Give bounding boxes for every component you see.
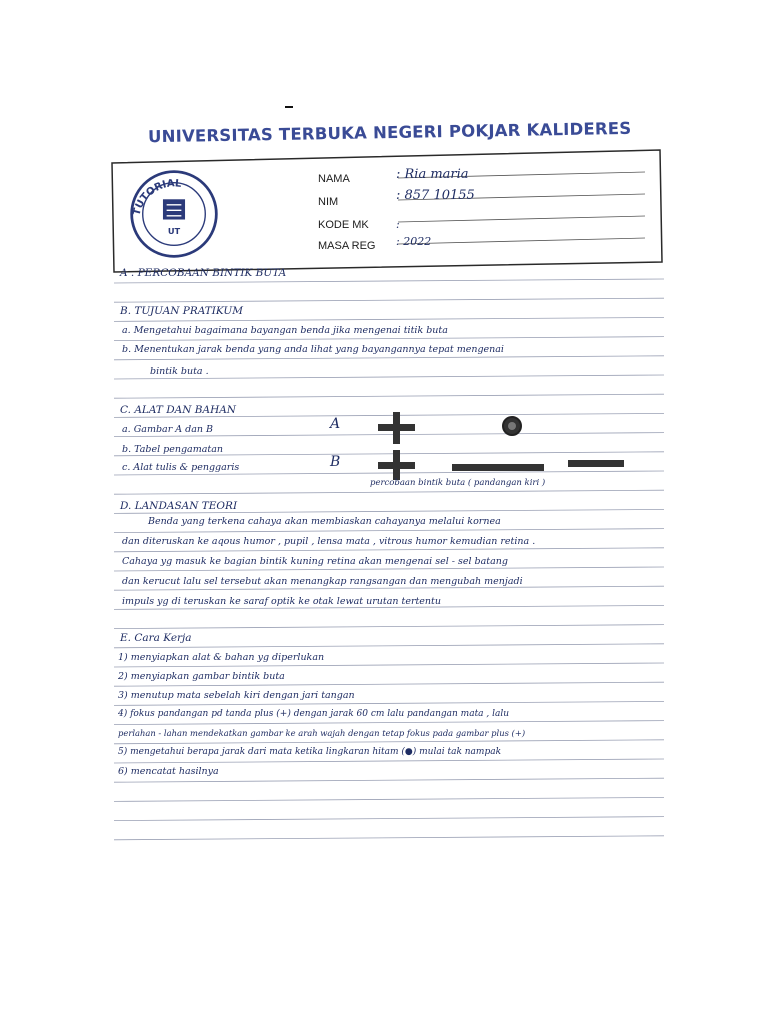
kode-mk-value: :	[396, 218, 400, 231]
teori-line: impuls yg di teruskan ke saraf optik ke otak lewat urutan tertentu	[122, 596, 441, 607]
alat-item: c. Alat tulis & penggaris	[122, 462, 240, 473]
teori-line: Benda yang terkena cahaya akan membiaskan cahayanya melalui kornea	[148, 516, 501, 527]
section-d-heading: D. LANDASAN TEORI	[120, 500, 238, 512]
svg-text:UT: UT	[167, 226, 181, 237]
alat-item: b. Tabel pengamatan	[122, 444, 223, 455]
section-c-heading: C. ALAT DAN BAHAN	[120, 404, 236, 416]
cara-kerja-item: perlahan - lahan mendekatkan gambar ke arah wajah dengan tetap fokus pada gambar plus (+)	[118, 728, 526, 738]
plus-a-horizontal	[378, 424, 415, 431]
kode-mk-label: KODE MK	[318, 219, 369, 231]
nim-value: : 857 10155	[396, 188, 475, 203]
teori-line: dan diteruskan ke aqous humor , pupil , lensa mata , vitrous humor kemudian retina .	[122, 536, 536, 547]
section-e-heading: E. Cara Kerja	[120, 632, 192, 644]
teori-line: Cahaya yg masuk ke bagian bintik kuning retina akan mengenai sel - sel batang	[122, 556, 508, 567]
masa-reg-label: MASA REG	[318, 240, 376, 252]
plus-b-horizontal	[378, 462, 415, 469]
svg-text:TUTORIAL: TUTORIAL	[131, 178, 182, 217]
page-title: UNIVERSITAS TERBUKA NEGERI POKJAR KALIDERES	[147, 118, 632, 147]
alat-item: a. Gambar A dan B	[122, 424, 214, 435]
tujuan-item: a. Mengetahui bagaimana bayangan benda jika mengenai titik buta	[122, 325, 448, 336]
bar-b	[452, 464, 544, 471]
masa-reg-value: : 2022	[396, 235, 432, 248]
teori-line: dan kerucut lalu sel tersebut akan menangkap rangsangan dan mengubah menjadi	[122, 576, 523, 587]
cara-kerja-item: 2) menyiapkan gambar bintik buta	[118, 671, 285, 682]
bar-b-right	[568, 460, 624, 467]
tujuan-item: bintik buta .	[150, 366, 209, 377]
section-b-heading: B. TUJUAN PRATIKUM	[120, 305, 244, 317]
cara-kerja-item: 6) mencatat hasilnya	[118, 766, 219, 777]
nama-value: : Ria maria	[396, 167, 469, 182]
cara-kerja-item: 3) menutup mata sebelah kiri dengan jari tangan	[118, 690, 355, 701]
figure-label-a: A	[330, 416, 341, 432]
nim-label: NIM	[318, 196, 339, 208]
nama-label: NAMA	[318, 173, 350, 185]
cara-kerja-item: 4) fokus pandangan pd tanda plus (+) dengan jarak 60 cm lalu pandangan mata , lalu	[118, 709, 510, 719]
section-a-heading: A . PERCOBAAN BINTIK BUTA	[120, 267, 287, 279]
tujuan-item: b. Menentukan jarak benda yang anda lihat yang bayangannya tepat mengenai	[122, 344, 504, 355]
figure-caption: percobaan bintik buta ( pandangan kiri )	[370, 478, 546, 488]
cara-kerja-item: 1) menyiapkan alat & bahan yg diperlukan	[118, 652, 325, 663]
cara-kerja-item: 5) mengetahui berapa jarak dari mata ketika lingkaran hitam (●) mulai tak nampak	[118, 747, 502, 757]
figure-label-b: B	[330, 454, 341, 470]
